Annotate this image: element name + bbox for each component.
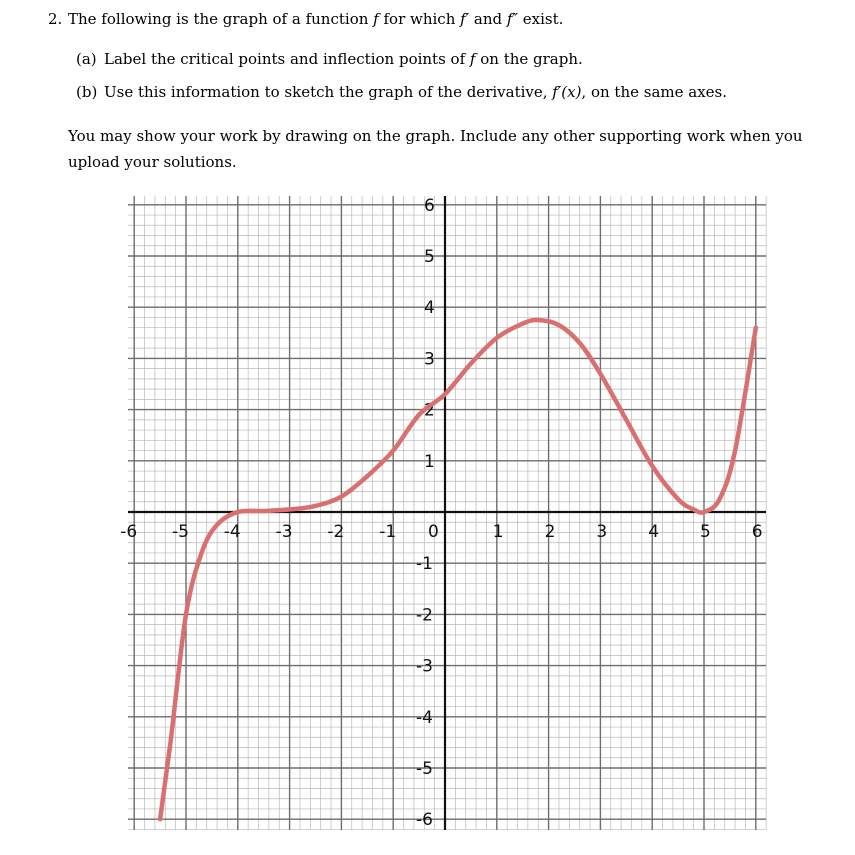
y-tick-label: -3 bbox=[416, 656, 433, 677]
x-tick-label: 6 bbox=[751, 522, 763, 542]
x-tick-label: 2 bbox=[544, 522, 556, 542]
y-tick-label: 2 bbox=[424, 400, 435, 421]
x-tick-label: 0 bbox=[428, 522, 439, 542]
x-tick-label: 5 bbox=[700, 522, 711, 542]
question-intro-mid: for which bbox=[378, 10, 461, 28]
function-f: f bbox=[373, 10, 379, 28]
x-tick-label: -5 bbox=[172, 522, 189, 542]
x-tick-label: -3 bbox=[275, 522, 293, 542]
x-tick-label: 4 bbox=[648, 522, 660, 542]
part-a-text-before: Label the critical points and inflection points of bbox=[104, 50, 470, 68]
curve-layer bbox=[160, 320, 756, 819]
part-a-f: f bbox=[469, 50, 476, 68]
x-tick-label: -2 bbox=[327, 522, 345, 542]
f-prime: f′ bbox=[460, 10, 470, 28]
question-intro-before: The following is the graph of a function bbox=[68, 10, 374, 28]
y-tick-label: -2 bbox=[416, 605, 433, 626]
instructions-note: You may show your work by drawing on the graph. Include any other supporting work when you upload your solutions. bbox=[68, 127, 803, 171]
question-intro-end: exist. bbox=[518, 10, 564, 28]
part-b-text-after: , on the same axes. bbox=[581, 83, 728, 101]
question-number: 2. bbox=[48, 10, 63, 28]
x-tick-label: -4 bbox=[223, 522, 241, 542]
y-tick-label: -4 bbox=[416, 707, 433, 728]
part-b-text-before: Use this information to sketch the graph of the derivative, bbox=[104, 83, 553, 101]
x-tick-label: 3 bbox=[596, 522, 608, 542]
y-tick-label: -6 bbox=[416, 810, 433, 831]
x-tick-label: -6 bbox=[120, 522, 138, 542]
y-tick-label: -1 bbox=[416, 554, 433, 575]
question-and: and bbox=[469, 10, 507, 28]
part-a-text-after: on the graph. bbox=[475, 50, 583, 68]
x-tick-label: 1 bbox=[492, 522, 504, 542]
f-curve bbox=[160, 320, 756, 819]
part-b-fx: f′(x) bbox=[552, 83, 582, 101]
part-a-label: (a) bbox=[76, 50, 97, 68]
axes bbox=[128, 196, 766, 830]
y-tick-label: 4 bbox=[424, 298, 435, 319]
y-tick-label: 5 bbox=[424, 247, 435, 267]
y-tick-label: 3 bbox=[424, 349, 435, 370]
x-tick-label: -1 bbox=[379, 522, 397, 542]
y-tick-label: -5 bbox=[416, 759, 433, 779]
y-tick-label: 1 bbox=[424, 451, 435, 472]
f-double-prime: f″ bbox=[506, 10, 519, 28]
y-tick-label: 6 bbox=[424, 195, 435, 216]
part-b-label: (b) bbox=[76, 83, 98, 101]
